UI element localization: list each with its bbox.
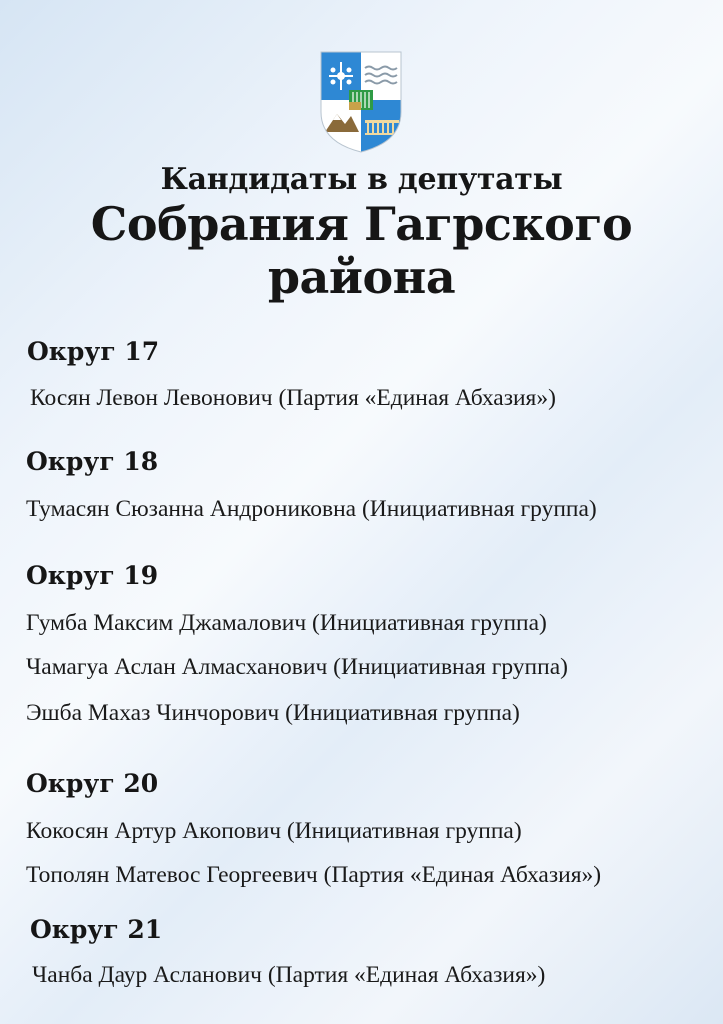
district-17-heading: Округ 17	[27, 337, 160, 366]
page-title-line1: Кандидаты в депутаты	[160, 162, 563, 197]
district-18-heading: Округ 18	[26, 447, 159, 476]
coat-of-arms-icon	[319, 50, 403, 154]
candidate-item: Тумасян Сюзанна Андрониковна (Инициативная группа)	[26, 496, 597, 522]
candidate-item: Косян Левон Левонович (Партия «Единая Абхазия»)	[30, 385, 556, 411]
district-21-heading: Округ 21	[30, 915, 163, 944]
page-title-line2	[0, 198, 723, 304]
candidate-item: Кокосян Артур Акопович (Инициативная группа)	[26, 818, 522, 844]
candidate-item: Чамагуа Аслан Алмасханович (Инициативная группа)	[26, 654, 568, 680]
candidate-item: Эшба Махаз Чинчорович (Инициативная группа)	[26, 700, 520, 726]
page-title-line2-part2: района	[267, 250, 456, 304]
page-title-line2-part1: Собрания Гагрского	[90, 197, 633, 251]
candidate-item: Чанба Даур Асланович (Партия «Единая Абхазия»)	[32, 962, 546, 988]
candidate-item: Тополян Матевос Георгеевич (Партия «Единая Абхазия»)	[26, 862, 602, 888]
district-19-heading: Округ 19	[26, 561, 159, 590]
candidate-item: Гумба Максим Джамалович (Инициативная группа)	[26, 610, 547, 636]
district-20-heading: Округ 20	[26, 769, 159, 798]
